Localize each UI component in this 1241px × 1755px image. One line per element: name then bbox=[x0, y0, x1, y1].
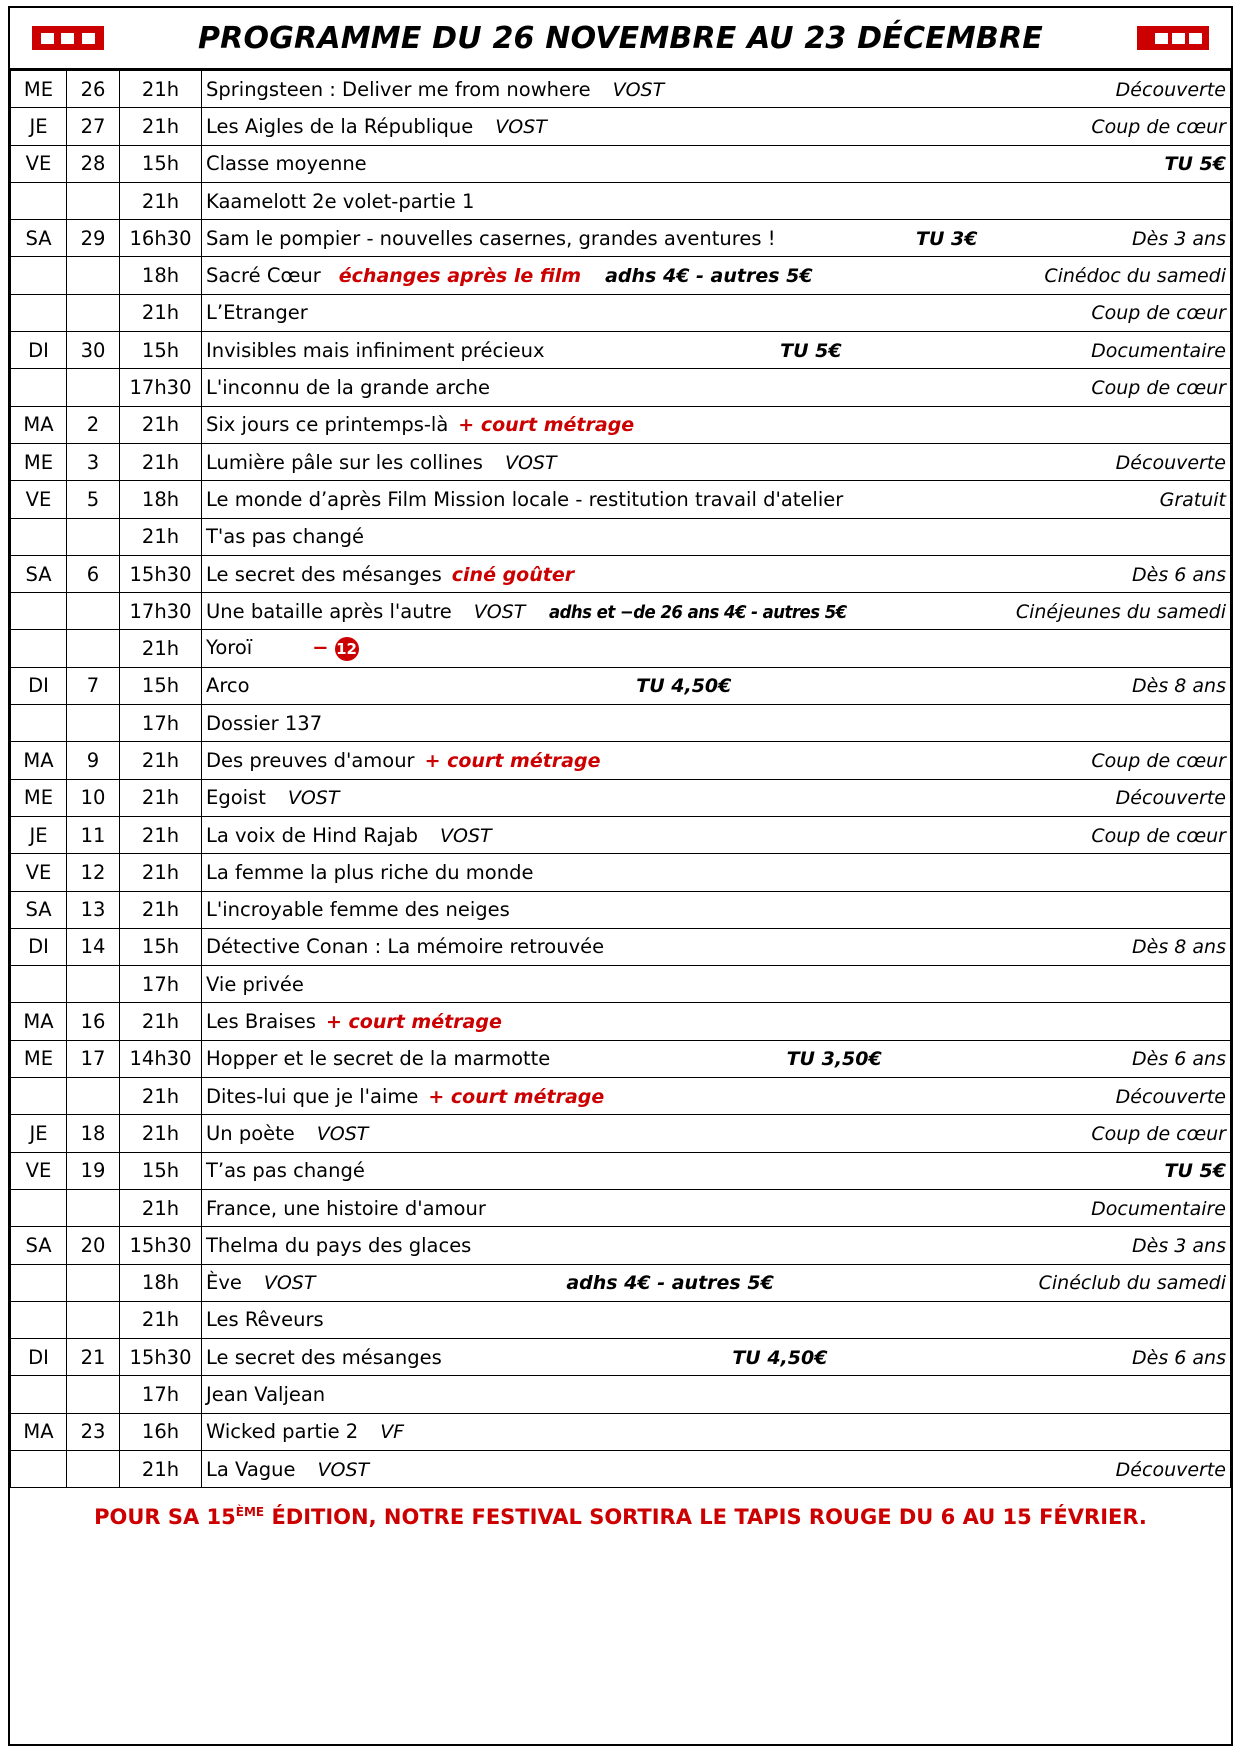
cell-time: 21h bbox=[120, 71, 202, 108]
table-row bbox=[11, 667, 1231, 704]
price-label: adhs 4€ - autres 5€ bbox=[605, 265, 813, 288]
category-label: Coup de cœur bbox=[1091, 377, 1226, 400]
cell-screening bbox=[202, 443, 1231, 480]
table-row bbox=[11, 220, 1231, 257]
category-label: Coup de cœur bbox=[1091, 749, 1226, 772]
cell-date: 21 bbox=[67, 1339, 120, 1376]
version-label: VOST bbox=[440, 824, 492, 847]
cell-screening bbox=[202, 966, 1231, 1003]
cell-time: 21h bbox=[120, 182, 202, 219]
cell-day bbox=[11, 1450, 67, 1487]
film-title: Lumière pâle sur les collines bbox=[206, 450, 483, 474]
cell-date: 27 bbox=[67, 108, 120, 145]
category-label: Dès 8 ans bbox=[1132, 936, 1226, 959]
film-title: Sam le pompier - nouvelles casernes, grandes aventures ! bbox=[206, 226, 776, 250]
cell-date: 2 bbox=[67, 406, 120, 443]
cell-day: SA bbox=[11, 220, 67, 257]
table-row bbox=[11, 294, 1231, 331]
special-note: + court métrage bbox=[325, 1011, 502, 1034]
cell-day: MA bbox=[11, 1003, 67, 1040]
category-label: Découverte bbox=[1115, 1085, 1226, 1108]
cell-date bbox=[67, 1301, 120, 1338]
table-row bbox=[11, 518, 1231, 555]
table-row bbox=[11, 145, 1231, 182]
cell-day bbox=[11, 1264, 67, 1301]
film-title: Le monde d’après Film Mission locale - restitution travail d'atelier bbox=[206, 487, 844, 511]
cell-day bbox=[11, 182, 67, 219]
table-row bbox=[11, 1339, 1231, 1376]
cell-date bbox=[67, 369, 120, 406]
cell-day: MA bbox=[11, 1413, 67, 1450]
cell-date: 28 bbox=[67, 145, 120, 182]
table-row bbox=[11, 1413, 1231, 1450]
cell-screening bbox=[202, 1339, 1231, 1376]
cell-date: 30 bbox=[67, 332, 120, 369]
cell-day: JE bbox=[11, 108, 67, 145]
cell-screening bbox=[202, 1189, 1231, 1226]
special-note: + court métrage bbox=[458, 414, 635, 437]
cell-date bbox=[67, 630, 120, 667]
table-row bbox=[11, 1264, 1231, 1301]
cell-time: 15h30 bbox=[120, 1339, 202, 1376]
cell-time: 17h30 bbox=[120, 369, 202, 406]
price-label: adhs 4€ - autres 5€ bbox=[566, 1272, 774, 1295]
page-title: PROGRAMME DU 26 NOVEMBRE AU 23 DÉCEMBRE bbox=[198, 20, 1043, 56]
table-row bbox=[11, 108, 1231, 145]
cell-time: 21h bbox=[120, 108, 202, 145]
category-label: Dès 3 ans bbox=[1132, 1234, 1226, 1257]
film-title: France, une histoire d'amour bbox=[206, 1196, 486, 1220]
cell-time: 17h30 bbox=[120, 593, 202, 630]
table-row bbox=[11, 891, 1231, 928]
cell-day: ME bbox=[11, 779, 67, 816]
table-row bbox=[11, 1376, 1231, 1413]
film-title: Un poète bbox=[206, 1121, 295, 1145]
page-footer bbox=[10, 1488, 1231, 1546]
cell-time: 16h30 bbox=[120, 220, 202, 257]
cell-screening bbox=[202, 332, 1231, 369]
cell-date: 5 bbox=[67, 481, 120, 518]
category-label: Dès 6 ans bbox=[1132, 1048, 1226, 1071]
price-label: adhs et −de 26 ans 4€ - autres 5€ bbox=[549, 601, 848, 623]
cell-time: 21h bbox=[120, 1450, 202, 1487]
cell-screening bbox=[202, 779, 1231, 816]
cell-day bbox=[11, 593, 67, 630]
category-label: Cinédoc du samedi bbox=[1044, 265, 1226, 288]
cell-date: 17 bbox=[67, 1040, 120, 1077]
cell-day: DI bbox=[11, 1339, 67, 1376]
price-label: TU 5€ bbox=[1164, 153, 1226, 176]
category-label: Cinéjeunes du samedi bbox=[1015, 600, 1226, 623]
cell-screening bbox=[202, 481, 1231, 518]
cell-date: 23 bbox=[67, 1413, 120, 1450]
cell-screening bbox=[202, 145, 1231, 182]
cell-day: SA bbox=[11, 555, 67, 592]
price-label: TU 4,50€ bbox=[732, 1346, 828, 1369]
film-title: Springsteen : Deliver me from nowhere bbox=[206, 77, 591, 101]
cell-day: SA bbox=[11, 891, 67, 928]
film-title: L'incroyable femme des neiges bbox=[206, 898, 510, 922]
special-note: ciné goûter bbox=[451, 563, 575, 586]
cell-day: JE bbox=[11, 816, 67, 853]
cell-day: ME bbox=[11, 443, 67, 480]
cell-date bbox=[67, 294, 120, 331]
cell-time: 21h bbox=[120, 443, 202, 480]
cell-time: 15h bbox=[120, 332, 202, 369]
category-label: Dès 8 ans bbox=[1132, 675, 1226, 698]
cell-date bbox=[67, 705, 120, 742]
film-title: Sacré Cœur bbox=[206, 264, 321, 288]
cell-date bbox=[67, 966, 120, 1003]
cell-day: VE bbox=[11, 481, 67, 518]
special-note: échanges après le film bbox=[338, 265, 582, 288]
film-title: Détective Conan : La mémoire retrouvée bbox=[206, 935, 605, 959]
price-label: TU 5€ bbox=[1164, 1160, 1226, 1183]
cell-day: VE bbox=[11, 145, 67, 182]
table-row bbox=[11, 1003, 1231, 1040]
version-label: VF bbox=[380, 1421, 405, 1444]
cell-time: 21h bbox=[120, 891, 202, 928]
cell-screening bbox=[202, 369, 1231, 406]
cell-date bbox=[67, 1078, 120, 1115]
festival-announcement bbox=[94, 1505, 1147, 1529]
film-title: L'inconnu de la grande arche bbox=[206, 376, 490, 400]
film-strip-icon bbox=[1137, 26, 1209, 50]
cell-date: 11 bbox=[67, 816, 120, 853]
film-title: Yoroï bbox=[206, 636, 253, 660]
cell-date: 7 bbox=[67, 667, 120, 704]
cell-time: 21h bbox=[120, 294, 202, 331]
cell-day: JE bbox=[11, 1115, 67, 1152]
film-title: Kaamelott 2e volet-partie 1 bbox=[206, 189, 475, 213]
cell-screening bbox=[202, 518, 1231, 555]
film-title: Six jours ce printemps-là bbox=[206, 413, 449, 437]
cell-day bbox=[11, 966, 67, 1003]
film-title: Dossier 137 bbox=[206, 711, 323, 735]
cell-screening bbox=[202, 71, 1231, 108]
table-row bbox=[11, 257, 1231, 294]
cell-screening bbox=[202, 1227, 1231, 1264]
cell-screening bbox=[202, 1115, 1231, 1152]
film-title: Hopper et le secret de la marmotte bbox=[206, 1047, 551, 1071]
cell-day bbox=[11, 1078, 67, 1115]
film-title: Vie privée bbox=[206, 972, 304, 996]
category-label: Coup de cœur bbox=[1091, 824, 1226, 847]
cell-time: 21h bbox=[120, 630, 202, 667]
cell-day bbox=[11, 630, 67, 667]
cell-time: 21h bbox=[120, 518, 202, 555]
cell-screening bbox=[202, 816, 1231, 853]
cell-time: 15h bbox=[120, 928, 202, 965]
cell-screening bbox=[202, 705, 1231, 742]
film-title: Des preuves d'amour bbox=[206, 748, 415, 772]
price-label: TU 3€ bbox=[916, 227, 978, 250]
cell-date bbox=[67, 1376, 120, 1413]
table-row bbox=[11, 630, 1231, 667]
cell-date: 6 bbox=[67, 555, 120, 592]
table-row bbox=[11, 406, 1231, 443]
cell-day: DI bbox=[11, 667, 67, 704]
cell-screening bbox=[202, 406, 1231, 443]
cell-day: VE bbox=[11, 1152, 67, 1189]
cell-date: 12 bbox=[67, 854, 120, 891]
cell-day: DI bbox=[11, 928, 67, 965]
cell-screening bbox=[202, 1040, 1231, 1077]
cell-date: 9 bbox=[67, 742, 120, 779]
table-row bbox=[11, 1227, 1231, 1264]
cell-day: SA bbox=[11, 1227, 67, 1264]
cell-date: 10 bbox=[67, 779, 120, 816]
version-label: VOST bbox=[317, 1458, 370, 1481]
cell-time: 21h bbox=[120, 742, 202, 779]
category-label: Coup de cœur bbox=[1091, 115, 1226, 138]
cell-day bbox=[11, 518, 67, 555]
category-label: Découverte bbox=[1115, 1458, 1226, 1481]
cell-screening bbox=[202, 220, 1231, 257]
cell-day bbox=[11, 1189, 67, 1226]
price-label: TU 3,50€ bbox=[786, 1048, 882, 1071]
cell-day: ME bbox=[11, 71, 67, 108]
cell-day: MA bbox=[11, 406, 67, 443]
film-strip-icon bbox=[32, 26, 104, 50]
table-row bbox=[11, 182, 1231, 219]
cell-date: 29 bbox=[67, 220, 120, 257]
cell-date: 26 bbox=[67, 71, 120, 108]
cell-day bbox=[11, 1301, 67, 1338]
cell-time: 21h bbox=[120, 406, 202, 443]
table-row bbox=[11, 816, 1231, 853]
table-row bbox=[11, 705, 1231, 742]
cell-date bbox=[67, 1189, 120, 1226]
cell-date bbox=[67, 1264, 120, 1301]
film-title: Egoist bbox=[206, 786, 266, 810]
cell-date: 18 bbox=[67, 1115, 120, 1152]
cell-time: 21h bbox=[120, 1078, 202, 1115]
film-title: Invisibles mais infiniment précieux bbox=[206, 338, 545, 362]
cell-time: 15h30 bbox=[120, 1227, 202, 1264]
cell-screening bbox=[202, 1376, 1231, 1413]
schedule-table bbox=[10, 70, 1231, 1488]
cell-time: 21h bbox=[120, 816, 202, 853]
table-row bbox=[11, 71, 1231, 108]
cell-time: 14h30 bbox=[120, 1040, 202, 1077]
category-label: Coup de cœur bbox=[1091, 302, 1226, 325]
cell-screening bbox=[202, 630, 1231, 667]
category-label: Découverte bbox=[1115, 787, 1226, 810]
table-row bbox=[11, 1301, 1231, 1338]
film-title: Jean Valjean bbox=[206, 1383, 326, 1407]
film-title: T'as pas changé bbox=[206, 525, 365, 549]
cell-date: 3 bbox=[67, 443, 120, 480]
version-label: VOST bbox=[612, 78, 665, 101]
cell-screening bbox=[202, 593, 1231, 630]
cell-day: VE bbox=[11, 854, 67, 891]
cell-day bbox=[11, 705, 67, 742]
dash-marker: − bbox=[312, 636, 329, 660]
cell-screening bbox=[202, 108, 1231, 145]
category-label: Découverte bbox=[1115, 451, 1226, 474]
cell-date bbox=[67, 518, 120, 555]
table-row bbox=[11, 928, 1231, 965]
film-title: Les Braises bbox=[206, 1010, 316, 1034]
cell-date: 13 bbox=[67, 891, 120, 928]
version-label: VOST bbox=[316, 1122, 369, 1145]
cell-time: 15h30 bbox=[120, 555, 202, 592]
category-label: Documentaire bbox=[1091, 339, 1226, 362]
programme-page bbox=[8, 6, 1233, 1746]
cell-screening bbox=[202, 667, 1231, 704]
footer-text-after: ÉDITION, NOTRE FESTIVAL SORTIRA LE TAPIS ROUGE DU 6 AU 15 FÉVRIER. bbox=[264, 1505, 1147, 1530]
cell-time: 17h bbox=[120, 966, 202, 1003]
cell-screening bbox=[202, 1003, 1231, 1040]
cell-day: ME bbox=[11, 1040, 67, 1077]
footer-text-before: POUR SA 15 bbox=[94, 1505, 236, 1530]
table-row bbox=[11, 555, 1231, 592]
film-title: Le secret des mésanges bbox=[206, 562, 442, 586]
category-label: Dès 6 ans bbox=[1132, 563, 1226, 586]
category-label: Dès 3 ans bbox=[1132, 227, 1226, 250]
cell-time: 15h bbox=[120, 1152, 202, 1189]
cell-day: DI bbox=[11, 332, 67, 369]
cell-screening bbox=[202, 257, 1231, 294]
cell-day bbox=[11, 369, 67, 406]
cell-time: 15h bbox=[120, 667, 202, 704]
film-title: Thelma du pays des glaces bbox=[206, 1233, 472, 1257]
cell-day bbox=[11, 257, 67, 294]
cell-time: 17h bbox=[120, 705, 202, 742]
film-title: Ève bbox=[206, 1271, 242, 1295]
film-title: Arco bbox=[206, 674, 250, 698]
cell-time: 18h bbox=[120, 257, 202, 294]
version-label: VOST bbox=[473, 600, 526, 623]
cell-screening bbox=[202, 1413, 1231, 1450]
cell-screening bbox=[202, 854, 1231, 891]
table-row bbox=[11, 966, 1231, 1003]
cell-screening bbox=[202, 1152, 1231, 1189]
film-title: La Vague bbox=[206, 1457, 296, 1481]
cell-time: 17h bbox=[120, 1376, 202, 1413]
cell-screening bbox=[202, 1301, 1231, 1338]
category-label: Dès 6 ans bbox=[1132, 1346, 1226, 1369]
price-label: TU 5€ bbox=[780, 339, 842, 362]
footer-exponent: ÈME bbox=[235, 1505, 265, 1520]
special-note: + court métrage bbox=[424, 749, 601, 772]
cell-screening bbox=[202, 928, 1231, 965]
cell-time: 21h bbox=[120, 1115, 202, 1152]
version-label: VOST bbox=[495, 115, 547, 138]
film-title: Une bataille après l'autre bbox=[206, 599, 452, 623]
table-row bbox=[11, 443, 1231, 480]
table-row bbox=[11, 779, 1231, 816]
film-title: Les Aigles de la République bbox=[206, 114, 474, 138]
table-row bbox=[11, 1040, 1231, 1077]
version-label: VOST bbox=[504, 451, 557, 474]
category-label: Découverte bbox=[1115, 78, 1226, 101]
cell-time: 16h bbox=[120, 1413, 202, 1450]
cell-date: 14 bbox=[67, 928, 120, 965]
cell-screening bbox=[202, 182, 1231, 219]
cell-date: 20 bbox=[67, 1227, 120, 1264]
category-label: Coup de cœur bbox=[1091, 1122, 1226, 1145]
cell-date bbox=[67, 257, 120, 294]
cell-date: 16 bbox=[67, 1003, 120, 1040]
version-label: VOST bbox=[263, 1272, 316, 1295]
cell-time: 21h bbox=[120, 854, 202, 891]
cell-time: 21h bbox=[120, 1003, 202, 1040]
film-title: Wicked partie 2 bbox=[206, 1420, 359, 1444]
table-row bbox=[11, 593, 1231, 630]
age-rating-badge: 12 bbox=[335, 637, 359, 661]
film-title: La femme la plus riche du monde bbox=[206, 860, 534, 884]
category-label: Gratuit bbox=[1159, 488, 1226, 511]
cell-screening bbox=[202, 742, 1231, 779]
cell-time: 18h bbox=[120, 481, 202, 518]
table-row bbox=[11, 1152, 1231, 1189]
price-label: TU 4,50€ bbox=[636, 675, 732, 698]
special-note: + court métrage bbox=[428, 1085, 605, 1108]
film-title: L’Etranger bbox=[206, 301, 308, 325]
cell-time: 21h bbox=[120, 779, 202, 816]
film-title: Dites-lui que je l'aime bbox=[206, 1084, 419, 1108]
cell-screening bbox=[202, 555, 1231, 592]
table-row bbox=[11, 369, 1231, 406]
cell-date bbox=[67, 182, 120, 219]
film-title: Classe moyenne bbox=[206, 152, 367, 176]
film-title: T’as pas changé bbox=[206, 1159, 365, 1183]
film-title: Le secret des mésanges bbox=[206, 1345, 442, 1369]
version-label: VOST bbox=[287, 787, 340, 810]
cell-date bbox=[67, 593, 120, 630]
table-row bbox=[11, 742, 1231, 779]
table-row bbox=[11, 1450, 1231, 1487]
film-title: La voix de Hind Rajab bbox=[206, 823, 419, 847]
cell-screening bbox=[202, 891, 1231, 928]
cell-day: MA bbox=[11, 742, 67, 779]
category-label: Documentaire bbox=[1091, 1197, 1226, 1220]
cell-screening bbox=[202, 1264, 1231, 1301]
cell-day bbox=[11, 1376, 67, 1413]
table-row bbox=[11, 854, 1231, 891]
cell-screening bbox=[202, 1078, 1231, 1115]
category-label: Cinéclub du samedi bbox=[1038, 1272, 1226, 1295]
cell-time: 21h bbox=[120, 1189, 202, 1226]
cell-date bbox=[67, 1450, 120, 1487]
table-row bbox=[11, 1189, 1231, 1226]
cell-screening bbox=[202, 1450, 1231, 1487]
cell-day bbox=[11, 294, 67, 331]
table-row bbox=[11, 1078, 1231, 1115]
table-row bbox=[11, 1115, 1231, 1152]
table-row bbox=[11, 332, 1231, 369]
cell-date: 19 bbox=[67, 1152, 120, 1189]
cell-time: 21h bbox=[120, 1301, 202, 1338]
cell-time: 15h bbox=[120, 145, 202, 182]
cell-screening bbox=[202, 294, 1231, 331]
table-row bbox=[11, 481, 1231, 518]
film-title: Les Rêveurs bbox=[206, 1308, 324, 1332]
page-header bbox=[10, 8, 1231, 70]
cell-time: 18h bbox=[120, 1264, 202, 1301]
